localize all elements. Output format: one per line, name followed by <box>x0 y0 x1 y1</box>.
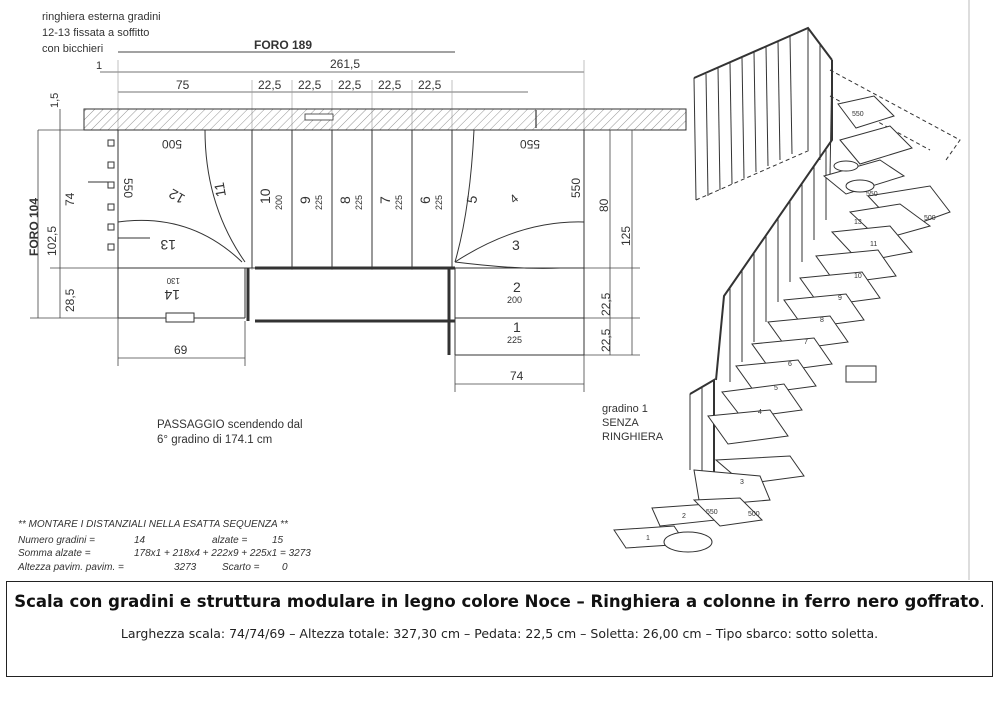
side-right-label: 550 <box>569 177 583 198</box>
right-dim-80: 80 <box>597 198 611 212</box>
iso-label-8: 8 <box>820 317 824 324</box>
bottom-dim-69: 69 <box>174 343 188 357</box>
install-row-1-value2: 15 <box>272 535 284 546</box>
slab <box>84 109 686 130</box>
plan-step-9-value: 225 <box>314 194 324 210</box>
right-dim-125: 125 <box>619 225 633 246</box>
caption-title-row <box>7 592 992 611</box>
right-dim-22-a: 22,5 <box>599 292 613 316</box>
total-width-label: 261,5 <box>330 57 361 71</box>
plan-step-6-value: 225 <box>434 194 444 210</box>
iso-label-2b: 2 <box>682 513 686 520</box>
slab-right-label: 550 <box>519 137 540 151</box>
install-row-1-label: Numero gradini = <box>18 535 95 546</box>
left-dim-1: 1,5 <box>49 92 61 108</box>
passage-note-line-1: PASSAGGIO scendendo dal <box>157 419 303 431</box>
plan-step-11: 11 <box>210 181 229 199</box>
iso-label-7: 7 <box>804 339 808 346</box>
left-dim-102: 102,5 <box>45 225 59 256</box>
bottom-dim-74: 74 <box>510 369 524 383</box>
plan-step-7: 7 <box>377 196 393 204</box>
segment-2: 22,5 <box>298 78 322 92</box>
segment-5: 22,5 <box>418 78 442 92</box>
iso-label-2: 500 <box>924 215 936 222</box>
install-header: ** MONTARE I DISTANZIALI NELLA ESATTA SEQUENZA ** <box>18 519 288 530</box>
install-row-3-label: Altezza pavim. pavim. = <box>18 562 124 573</box>
install-row-1-value: 14 <box>134 535 146 546</box>
plan-step-14: 14 <box>164 287 180 303</box>
install-row-3-value2: 0 <box>282 562 288 573</box>
plan-step-3: 3 <box>512 237 520 253</box>
step1-note-line-2: SENZA <box>602 417 639 429</box>
iso-label-550b: 550 <box>706 509 718 516</box>
iso-label-6: 6 <box>788 361 792 368</box>
iso-label-1: 550 <box>852 111 864 118</box>
railing-note-line-1: ringhiera esterna gradini <box>42 11 161 23</box>
left-dim-28: 28,5 <box>63 288 77 312</box>
plan-step-14-value: 130 <box>166 276 180 285</box>
iso-label-5: 5 <box>774 385 778 392</box>
side-left-label: 550 <box>121 178 135 199</box>
plan-step-9: 9 <box>297 196 313 204</box>
iso-label-3: 550 <box>866 191 878 198</box>
plan-step-2: 2 <box>513 279 521 295</box>
plan-step-2-value: 200 <box>507 295 523 305</box>
plan-step-1-value: 225 <box>507 335 523 345</box>
plan-step-4: 4 <box>506 191 522 207</box>
caption-title-tail: . <box>979 592 985 611</box>
segment-3: 22,5 <box>338 78 362 92</box>
plan-step-1: 1 <box>513 319 521 335</box>
plan-step-6: 6 <box>417 196 433 204</box>
iso-label-500b: 500 <box>748 511 760 518</box>
segment-75: 75 <box>176 78 190 92</box>
install-row-3-value: 3273 <box>174 562 197 573</box>
plan-step-12: 12 <box>166 185 188 208</box>
plan-step-8-value: 225 <box>354 194 364 210</box>
slab-left-label: 500 <box>161 137 182 151</box>
plan-step-8: 8 <box>337 196 353 204</box>
iso-label-9: 9 <box>838 295 842 302</box>
step1-note-line-1: gradino 1 <box>602 403 648 415</box>
iso-label-11: 11 <box>870 241 878 248</box>
caption-box <box>6 581 993 677</box>
railing-note <box>42 11 161 55</box>
right-dim-22-b: 22,5 <box>599 328 613 352</box>
step1-note-line-3: RINGHIERA <box>602 431 664 443</box>
foro-vertical-label: FORO 104 <box>27 197 41 256</box>
plan-step-10-value: 200 <box>274 194 284 210</box>
passage-note-line-2: 6° gradino di 174.1 cm <box>157 434 273 446</box>
plan-step-10: 10 <box>257 188 273 204</box>
iso-label-10: 10 <box>854 273 862 280</box>
foro-horizontal-label: FORO 189 <box>254 38 313 52</box>
left-dim-74: 74 <box>63 192 77 206</box>
caption-subtitle: Larghezza scala: 74/74/69 – Altezza totale: 327,30 cm – Pedata: 22,5 cm – Soletta: 26,00 cm – Tipo sbarco: sotto soletta. <box>120 626 879 641</box>
caption-title: Scala con gradini e struttura modulare in legno colore Noce – Ringhiera a colonne in ferro nero goffrato <box>14 592 980 611</box>
top-one-label: 1 <box>96 60 103 72</box>
railing-note-line-3: con bicchieri <box>42 43 104 55</box>
install-row-2-value: 178x1 + 218x4 + 222x9 + 225x1 = 3273 <box>134 548 311 559</box>
install-row-3-label2: Scarto = <box>222 562 260 573</box>
install-row-1-label2: alzate = <box>212 535 248 546</box>
iso-label-1b: 1 <box>646 535 650 542</box>
segment-4: 22,5 <box>378 78 402 92</box>
plan-step-13: 13 <box>160 237 176 253</box>
segment-1: 22,5 <box>258 78 282 92</box>
iso-label-4: 4 <box>758 409 762 416</box>
iso-label-3b: 3 <box>740 479 744 486</box>
plan-step-5: 5 <box>463 194 481 205</box>
isometric-view <box>614 28 960 552</box>
install-row-2-label: Somma alzate = <box>18 548 91 559</box>
iso-label-13: 13 <box>854 219 862 226</box>
plan-step-7-value: 225 <box>394 194 404 210</box>
railing-note-line-2: 12-13 fissata a soffitto <box>42 27 150 39</box>
